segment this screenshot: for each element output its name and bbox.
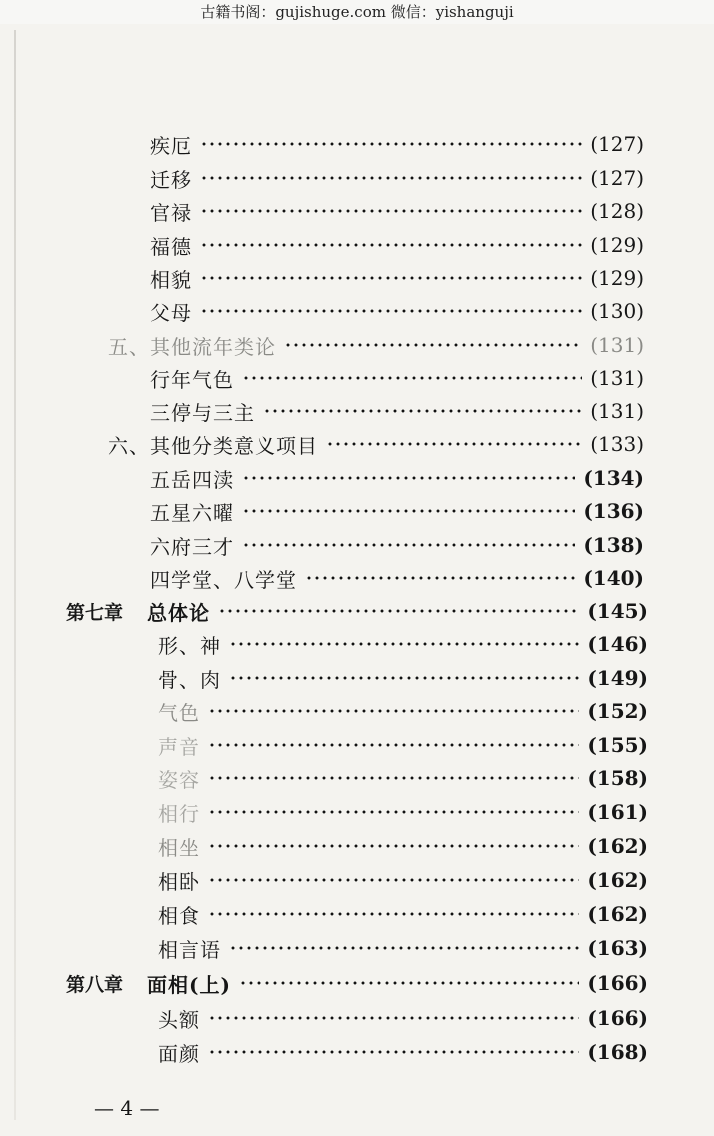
entry-page: (145) <box>587 599 648 623</box>
dot-leader <box>200 176 582 181</box>
entry-title: 头额 <box>158 1007 200 1032</box>
entry-title: 五岳四渎 <box>150 467 234 492</box>
section-title: 五、其他流年类论 <box>108 334 276 359</box>
entry-title: 相卧 <box>158 869 200 894</box>
entry-page: (129) <box>590 266 644 290</box>
toc-entry <box>158 795 648 829</box>
dot-leader <box>200 142 582 147</box>
entry-title: 骨、肉 <box>158 667 221 692</box>
entry-title: 相貌 <box>150 267 192 292</box>
entry-title: 六府三才 <box>150 534 234 559</box>
toc-entry <box>150 394 644 428</box>
toc-section <box>108 328 644 362</box>
entry-title: 五星六曜 <box>150 500 234 525</box>
dot-leader <box>208 878 579 883</box>
toc-entry <box>150 494 644 528</box>
dot-leader <box>200 209 582 214</box>
entry-page: (162) <box>587 902 648 926</box>
dot-leader <box>208 709 579 714</box>
entry-page: (168) <box>587 1040 648 1064</box>
entry-page: (162) <box>587 834 648 858</box>
toc-entry <box>158 627 648 661</box>
entry-page: (129) <box>590 233 644 257</box>
entry-title: 姿容 <box>158 767 200 792</box>
entry-page: (146) <box>587 632 648 656</box>
entry-page: (158) <box>587 766 648 790</box>
toc-chapter <box>66 594 648 628</box>
toc-entry <box>158 1035 648 1069</box>
entry-page: (131) <box>590 333 644 357</box>
dot-leader <box>208 1016 579 1021</box>
toc-entry <box>150 461 644 495</box>
entry-title: 相坐 <box>158 835 200 860</box>
entry-title: 气色 <box>158 700 200 725</box>
entry-page: (161) <box>587 800 648 824</box>
entry-title: 三停与三主 <box>150 400 255 425</box>
chapter-title: 面相(上) <box>147 972 231 997</box>
dot-leader <box>200 243 582 248</box>
dot-leader <box>242 476 575 481</box>
entry-title: 四学堂、八学堂 <box>150 567 297 592</box>
toc-entry <box>150 361 644 395</box>
toc-entry <box>150 261 644 295</box>
entry-page: (155) <box>587 733 648 757</box>
entry-page: (166) <box>587 1006 648 1030</box>
entry-page: (127) <box>590 166 644 190</box>
toc-entry <box>150 294 644 328</box>
entry-page: (140) <box>583 566 644 590</box>
toc-section <box>108 427 644 461</box>
dot-leader <box>208 776 579 781</box>
entry-page: (136) <box>583 499 644 523</box>
dot-leader <box>208 810 579 815</box>
dot-leader <box>208 743 579 748</box>
entry-page: (163) <box>587 936 648 960</box>
dot-leader <box>208 912 579 917</box>
toc-entry <box>158 661 648 695</box>
entry-page: (127) <box>590 132 644 156</box>
toc-chapter <box>66 966 648 1000</box>
toc-entry <box>158 931 648 965</box>
entry-title: 迁移 <box>150 167 192 192</box>
entry-title: 父母 <box>150 300 192 325</box>
toc-entry <box>158 694 648 728</box>
toc-entry <box>150 127 644 161</box>
dot-leader <box>218 609 579 614</box>
toc-entry <box>150 528 644 562</box>
entry-page: (149) <box>587 666 648 690</box>
dot-leader <box>200 309 582 314</box>
dot-leader <box>284 343 582 348</box>
entry-title: 官禄 <box>150 200 192 225</box>
chapter-title: 总体论 <box>147 600 211 625</box>
dot-leader <box>242 509 575 514</box>
dot-leader <box>263 409 582 414</box>
entry-page: (130) <box>590 299 644 323</box>
toc-entry <box>150 194 644 228</box>
entry-page: (134) <box>583 466 644 490</box>
entry-title: 相行 <box>158 801 200 826</box>
chapter-number: 第八章 <box>66 973 124 996</box>
entry-page: (166) <box>587 971 648 995</box>
toc-entry <box>158 728 648 762</box>
toc-entry <box>158 897 648 931</box>
dot-leader <box>305 576 575 581</box>
entry-title: 相言语 <box>158 937 221 962</box>
entry-title: 福德 <box>150 234 192 259</box>
toc-entry <box>150 561 644 595</box>
toc-entry <box>150 161 644 195</box>
dot-leader <box>242 376 582 381</box>
entry-title: 行年气色 <box>150 367 234 392</box>
site-watermark: 古籍书阁：gujishuge.com 微信：yishanguji <box>0 0 714 24</box>
dot-leader <box>239 981 579 986</box>
entry-page: (131) <box>590 366 644 390</box>
page-number-footer: — 4 — <box>94 1096 160 1120</box>
dot-leader <box>200 276 582 281</box>
entry-title: 形、神 <box>158 633 221 658</box>
dot-leader <box>229 642 579 647</box>
entry-title: 相食 <box>158 903 200 928</box>
toc-entry <box>158 1001 648 1035</box>
dot-leader <box>208 844 579 849</box>
entry-title: 面颜 <box>158 1041 200 1066</box>
toc-entry <box>158 761 648 795</box>
section-title: 六、其他分类意义项目 <box>108 433 318 458</box>
toc-entry <box>150 228 644 262</box>
entry-page: (133) <box>590 432 644 456</box>
dot-leader <box>208 1050 579 1055</box>
entry-page: (128) <box>590 199 644 223</box>
entry-title: 声音 <box>158 734 200 759</box>
toc-entry <box>158 863 648 897</box>
dot-leader <box>229 946 579 951</box>
entry-title: 疾厄 <box>150 133 192 158</box>
entry-page: (138) <box>583 533 644 557</box>
chapter-number: 第七章 <box>66 601 124 624</box>
entry-page: (152) <box>587 699 648 723</box>
dot-leader <box>242 543 575 548</box>
entry-page: (162) <box>587 868 648 892</box>
dot-leader <box>229 676 579 681</box>
dot-leader <box>326 442 582 447</box>
entry-page: (131) <box>590 399 644 423</box>
toc-entry <box>158 829 648 863</box>
